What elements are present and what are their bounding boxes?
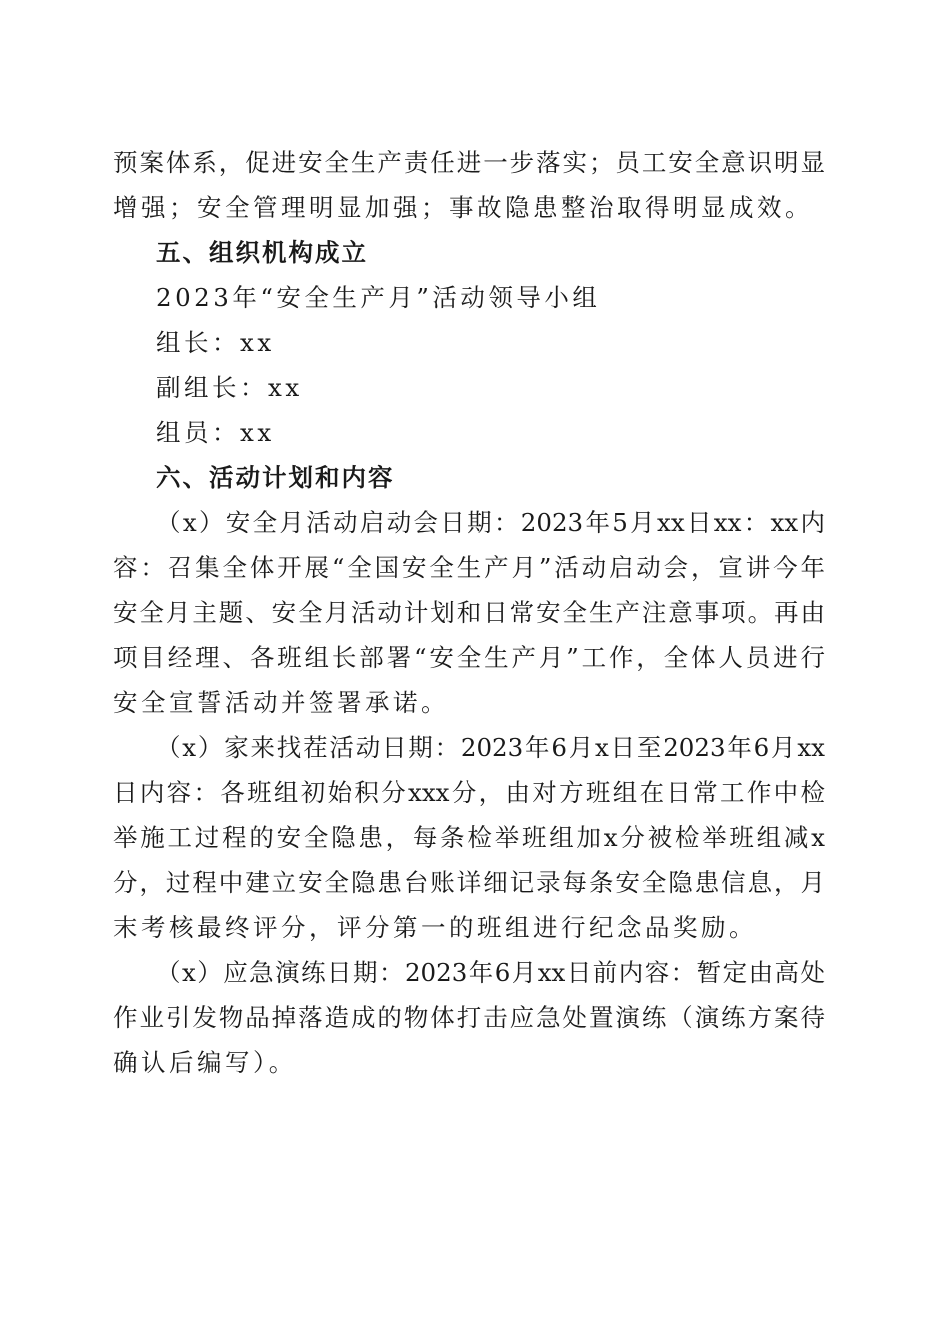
plan-item-line: 日内容：各班组初始积分xxx分，由对方班组在日常工作中检 — [113, 778, 825, 807]
deputy-leader-line: 副组长：xx — [156, 373, 303, 402]
document-page — [113, 140, 825, 1085]
body-line: 预案体系，促进安全生产责任进一步落实；员工安全意识明显 — [113, 148, 825, 177]
plan-item-line: 安全月主题、安全月活动计划和日常安全生产注意事项。再由 — [113, 598, 825, 627]
members-line: 组员：xx — [156, 418, 275, 447]
plan-item-line: 项目经理、各班组长部署“安全生产月”工作，全体人员进行 — [113, 643, 825, 672]
plan-item-line: 末考核最终评分，评分第一的班组进行纪念品奖励。 — [113, 913, 757, 942]
plan-item-line: 举施工过程的安全隐患，每条检举班组加x分被检举班组减x — [113, 823, 825, 852]
plan-item-line: 作业引发物品掉落造成的物体打击应急处置演练（演练方案待 — [113, 1003, 825, 1032]
body-line: 增强；安全管理明显加强；事故隐患整治取得明显成效。 — [113, 193, 813, 222]
section-heading: 六、活动计划和内容 — [156, 463, 395, 492]
plan-item-line: 确认后编写）。 — [113, 1048, 297, 1077]
section-heading: 五、组织机构成立 — [156, 238, 368, 267]
plan-item-line: 分，过程中建立安全隐患台账详细记录每条安全隐患信息，月 — [113, 868, 825, 897]
plan-item-line: 安全宣誓活动并签署承诺。 — [113, 688, 449, 717]
plan-item-line: （x）安全月活动启动会日期：2023年5月xx日xx：xx内 — [156, 508, 826, 537]
leader-line: 组长：xx — [156, 328, 275, 357]
plan-item-line: 容：召集全体开展“全国安全生产月”活动启动会，宣讲今年 — [113, 553, 825, 582]
plan-item-line: （x）应急演练日期：2023年6月xx日前内容：暂定由高处 — [156, 958, 825, 987]
group-title: 2023年“安全生产月”活动领导小组 — [156, 283, 601, 312]
plan-item-line: （x）家来找茬活动日期：2023年6月x日至2023年6月xx — [156, 733, 825, 762]
